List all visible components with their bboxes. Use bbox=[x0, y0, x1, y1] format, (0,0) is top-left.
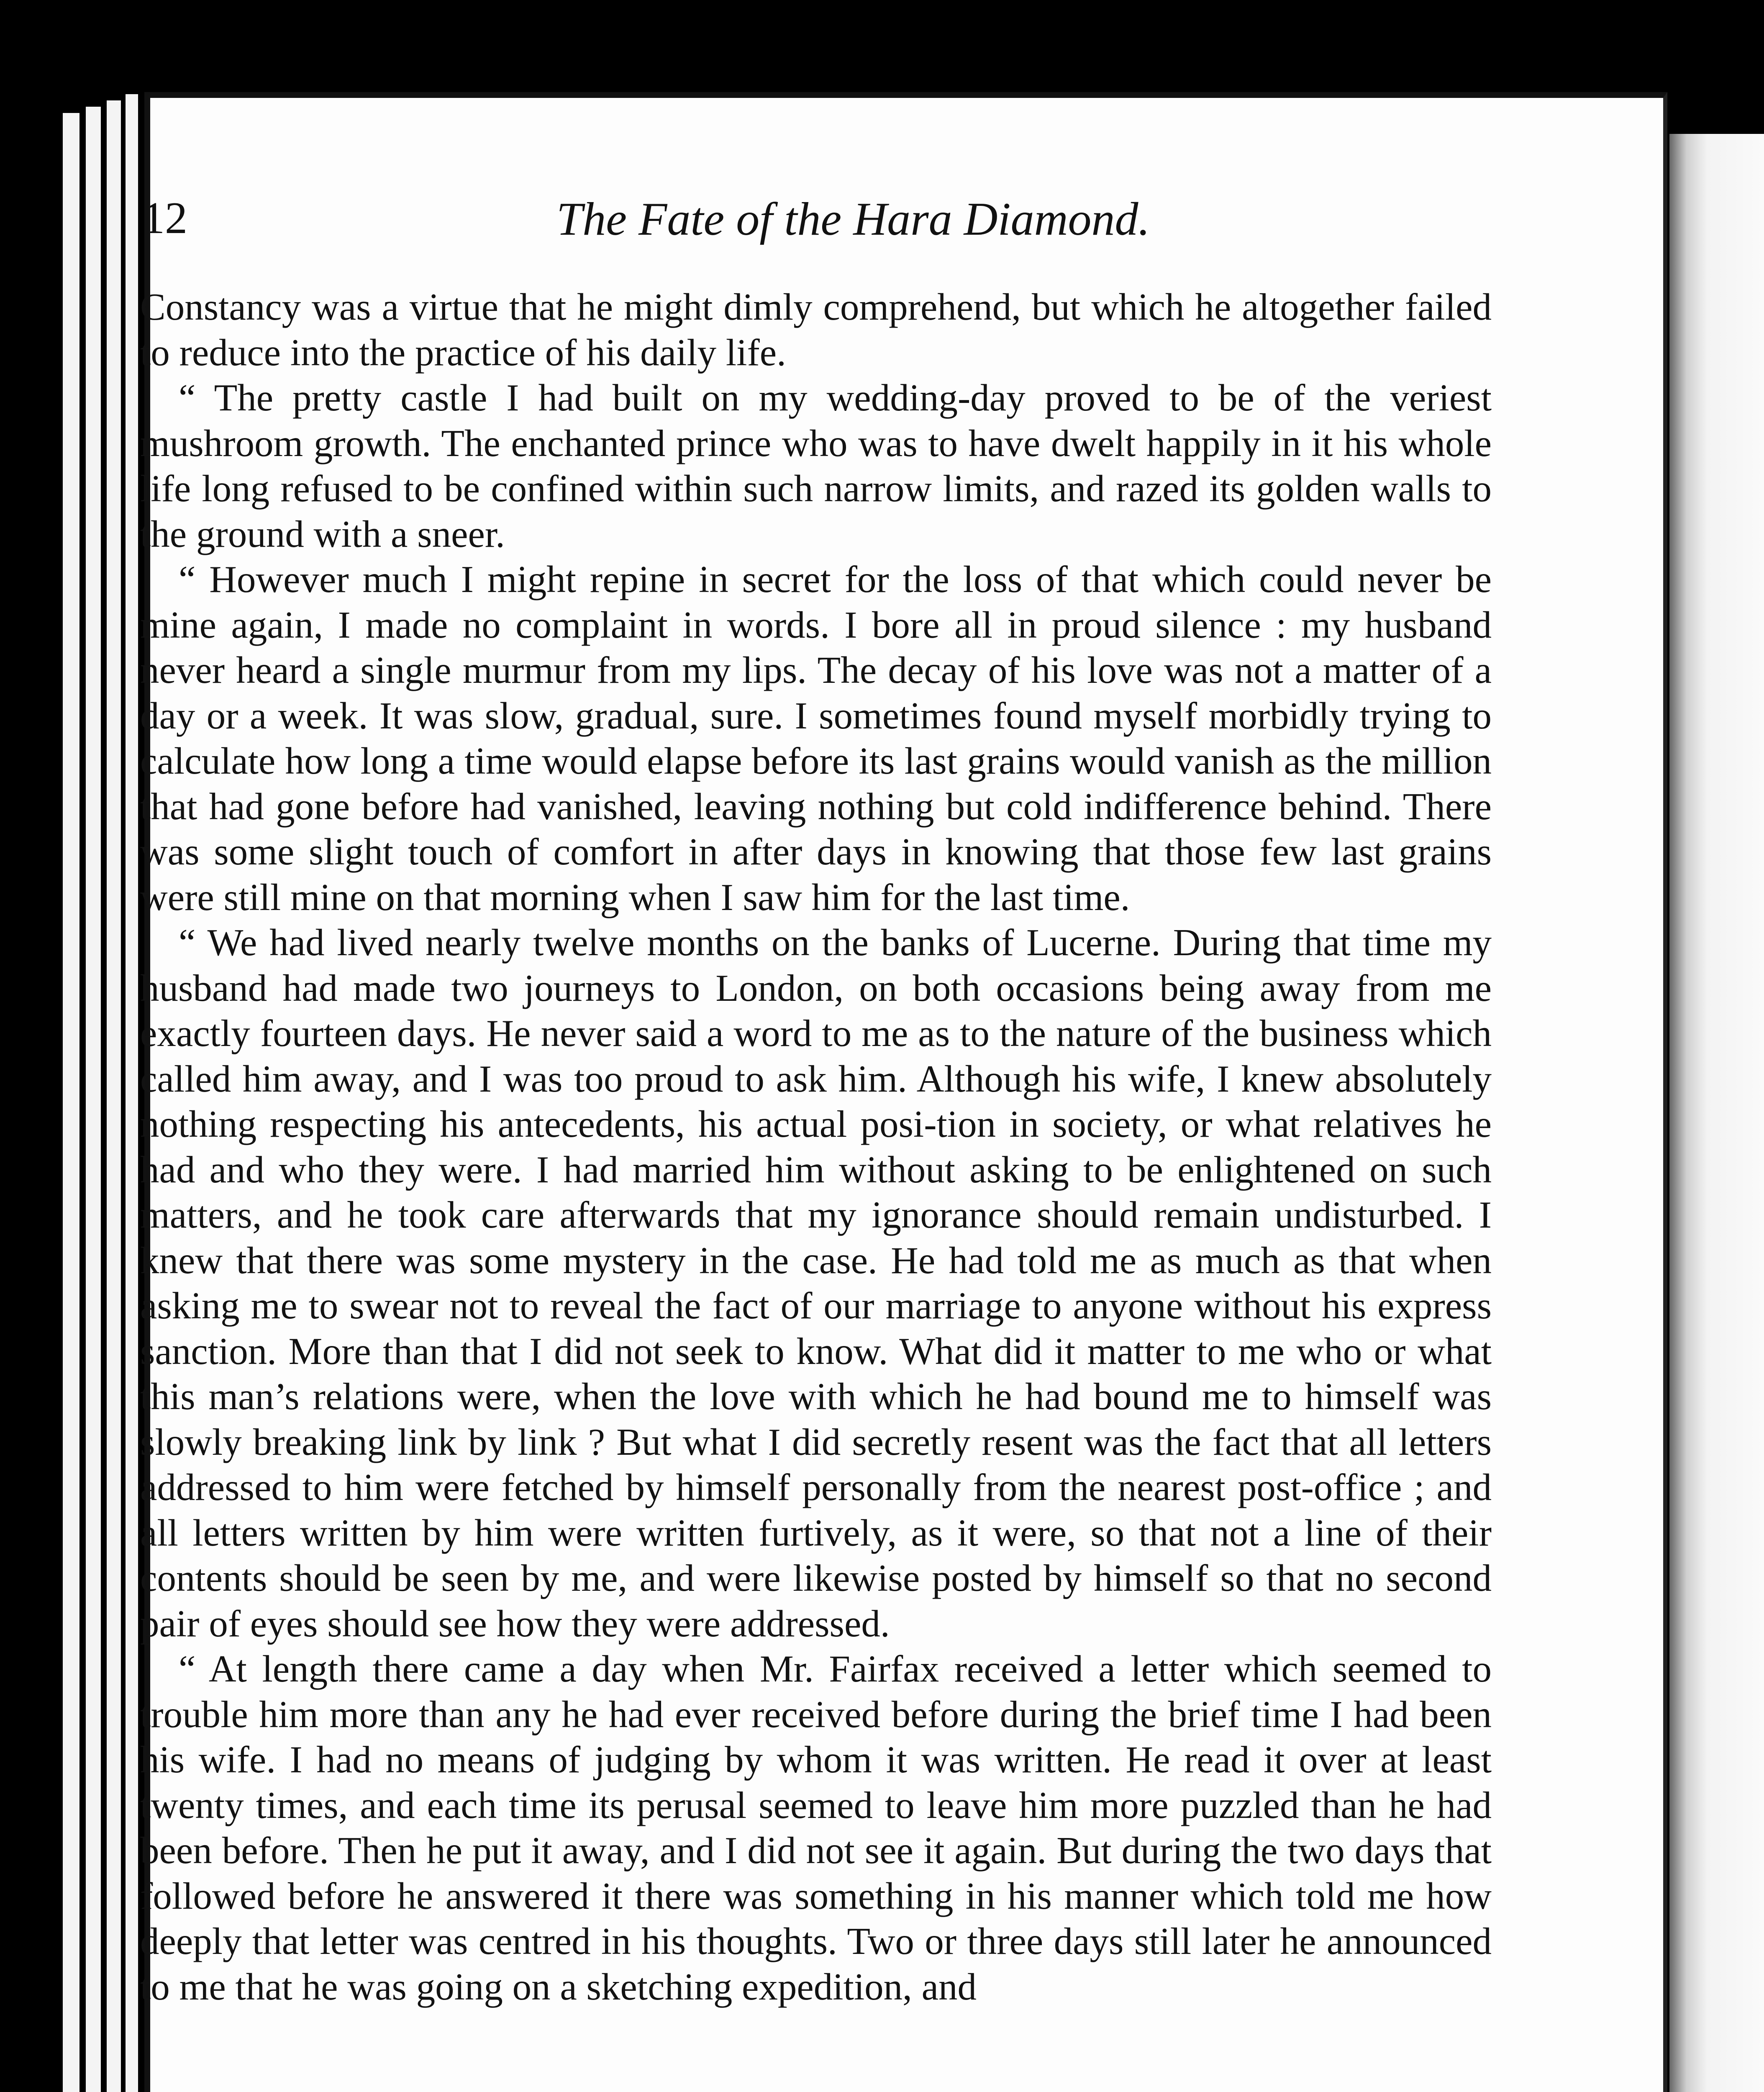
paragraph: Constancy was a virtue that he might dimly comprehend, but which he altogether failed to reduce into the practice of his daily life. bbox=[140, 286, 1492, 374]
paragraph: “ However much I might repine in secret for the loss of that which could never be mine again, I made no complaint in words. I bore all in proud silence : my husband never heard a single murmur from my lips. The decay of his love was not a matter of a day or a week. It was slow, gradual, sure. I sometimes found myself morbidly trying to calculate how long a time would elapse before its last grains would vanish as the million that had gone before had vanished, leaving nothing but cold indifference behind. There was some slight touch of comfort in after days in knowing that those few last grains were still mine on that morning when I saw him for the last time. bbox=[140, 558, 1492, 918]
body-text bbox=[140, 285, 1492, 2010]
paragraph: “ The pretty castle I had built on my wedding-day proved to be of the veriest mushroom growth. The enchanted prince who was to have dwelt happily in it his whole life long refused to be confined within such narrow limits, and razed its golden walls to the ground with a sneer. bbox=[140, 377, 1492, 555]
paragraph: “ We had lived nearly twelve months on the banks of Lucerne. During that time my husband had made two journeys to London, on both occasions being away from me exactly fourteen days. He never said a word to me as to the nature of the business which called him away, and I was too proud to ask him. Although his wife, I knew absolutely nothing respecting his antecedents, his actual posi-tion in society, or what relatives he had and who they were. I had married him without asking to be enlightened on such matters, and he took care afterwards that my ignorance should remain undisturbed. I knew that there was some mystery in the case. He had told me as much as that when asking me to swear not to reveal the fact of our marriage to anyone without his express sanction. More than that I did not seek to know. What did it matter to me who or what this man’s relations were, when the love with which he had bound me to himself was slowly breaking link by link ? But what I did secretly resent was the fact that all letters addressed to him were fetched by himself personally from the nearest post-office ; and all letters written by him were written furtively, as it were, so that not a line of their contents should be seen by me, and were likewise posted by himself so that no second pair of eyes should see how they were addressed. bbox=[140, 921, 1492, 1645]
page-edge bbox=[63, 113, 79, 2092]
page-number: 12 bbox=[142, 193, 187, 243]
paragraph: “ At length there came a day when Mr. Fairfax received a letter which seemed to trouble him more than any he had ever received before during the brief time I had been his wife. I had no means of judging by whom it was written. He read it over at least twenty times, and each time its perusal seemed to leave him more puzzled than he had been before. Then he put it away, and I did not see it again. But during the two days that followed before he answered it there was something in his manner which told me how deeply that letter was centred in his thoughts. Two or three days still later he announced to me that he was going on a sketching expedition, and bbox=[140, 1648, 1492, 2008]
page-edge bbox=[107, 100, 121, 2092]
page-edge bbox=[126, 94, 138, 2092]
running-title: The Fate of the Hara Diamond. bbox=[556, 193, 1150, 245]
page-edge bbox=[86, 107, 101, 2092]
adjacent-page-edge bbox=[1669, 134, 1764, 2092]
